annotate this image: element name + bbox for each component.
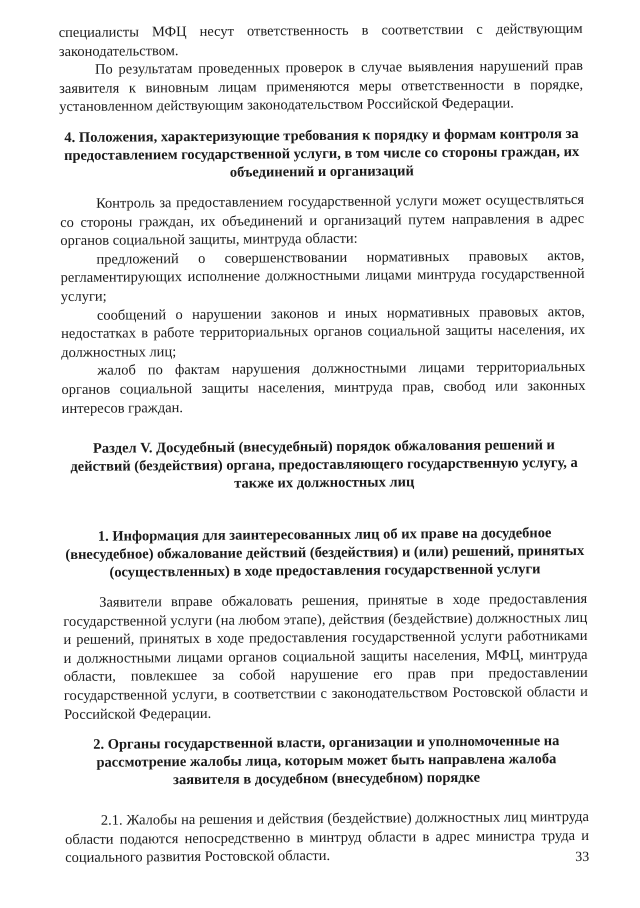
heading-section-v: Раздел V. Досудебный (внесудебный) порядок обжалования решений и действий (бездействия) органа, предоставляющего государственную услугу, а также их должностных лиц [70, 437, 578, 492]
paragraph-complaints: жалоб по фактам нарушения должностными лицами территориальных органов социальной защиты населения, минтруда прав, свобод или законных интересов граждан. [61, 359, 586, 417]
heading-item-2: 2. Органы государственной власти, организации и уполномоченные на рассмотрение жалобы лица, которым может быть направлена жалоба заявителя в досудебном (внесудебном) порядке [93, 733, 560, 789]
paragraph-mfc-responsibility: специалисты МФЦ несут ответственность в соответствии с действующим законодательством. [58, 20, 583, 60]
heading-item-1: 1. Информация для заинтересованных лиц об их праве на досудебное (внесудебное) обжалование действий (бездействия) и (или) решений, принятых (осуществленных) в ходе предоставления государственной услуги [65, 525, 585, 581]
paragraph-control: Контроль за предоставлением государственной услуги может осуществляться со стороны граждан, их объединений и организаций путем направления в адрес органов социальной защиты, минтруда области: [60, 191, 585, 250]
paragraph-inspection-results: По результатам проведенных проверок в случае выявления нарушений прав заявителя к виновным лицам применяются меры ответственности в порядке, установленном действующим законодательством Российской Федерации. [59, 58, 584, 116]
paragraph-reports: сообщений о нарушении законов и иных нормативных правовых актов, недостатках в работе территориальных органов социальной защиты населения, их должностных лиц; [60, 303, 586, 361]
paragraph-applicants-rights: Заявители вправе обжаловать решения, принятые в ходе предоставления государственной услуги (на любом этапе), действия (бездействие) должностных лиц и решений, принятых в ходе предоставления государственной услуги работниками и должностными лицами органов социальной защиты населения, МФЦ, минтруда области, повлекшее за собой нарушение его прав при предоставлении государственной услуги, в соответствии с законодательством Ростовской области и Российской Федерации. [63, 591, 588, 723]
paragraph-proposals: предложений о совершенствовании нормативных правовых актов, регламентирующих исполнение должностными лицами минтруда государственной услуги; [60, 247, 585, 305]
heading-section-4: 4. Положения, характеризующие требования к порядку и формам контроля за предоставлением государственной услуги, в том числе со стороны граждан, их объединений и организаций [64, 125, 580, 181]
paragraph-2-1: 2.1. Жалобы на решения и действия (бездействие) должностных лиц минтруда области подаются непосредственно в минтруд области в адрес министра труда и социального развития Ростовской области. [64, 809, 590, 867]
page-number: 33 [575, 849, 590, 866]
